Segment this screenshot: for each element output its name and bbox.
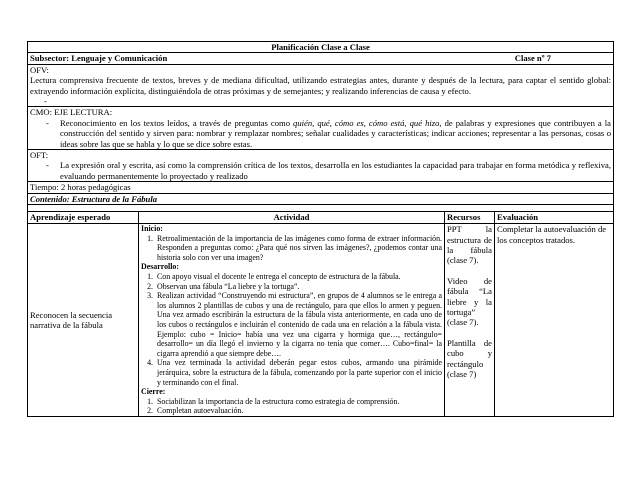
inicio-label: Inicio: xyxy=(141,224,163,234)
subsector-label: Subsector: Lenguaje y Comunicación xyxy=(30,53,168,64)
list-item: 2. Completan autoevaluación. xyxy=(155,406,442,416)
oft-label: OFT: xyxy=(30,150,49,161)
oft-text: - La expresión oral y escrita, así como la comprensión crítica de los textos, desarrolla en los estudiantes la capacidad para trabajar en forma metódica y reflexiva, evaluando permanentemente lo proyectado y realizado xyxy=(46,160,611,181)
ofv-section xyxy=(28,64,614,107)
plan-title: Planificación Clase a Clase xyxy=(28,42,614,53)
list-item: 1. Con apoyo visual el docente le entrega el concepto de estructura de la fábula. xyxy=(155,272,442,282)
list-item: 4. Una vez terminada la actividad deberán pegar estos cubos, armando una pirámide jerárquica, sobre la estructura de la fábula, comenzando por la parte superior con el inicio y terminando con el final. xyxy=(155,358,442,387)
oft-section xyxy=(28,150,614,182)
cmo-text: - Reconocimiento en los textos leídos, a través de preguntas como quién, qué, cómo es, cómo está, qué hizo, de palabras y expresiones que contribuyen a la construcción del sentido y sirven para: nombrar y remplazar nombres; señalar cualidades y características; indicar acciones; representar a las personas, cosas o ideas sobre las que se habla y lo que se dice sobre estas. xyxy=(46,117,611,149)
cmo-label: CMO: EJE LECTURA: xyxy=(30,107,113,118)
resource-item: Plantilla de cubo y rectángulo (clase 7) xyxy=(447,337,492,379)
col-aprendizaje: Aprendizaje esperado xyxy=(28,212,139,224)
resource-item: Video de fábula “La liebre y la tortuga” (clase 7). xyxy=(447,275,492,328)
resources-cell xyxy=(445,224,495,417)
desarrollo-list xyxy=(141,272,442,387)
class-number: Clase nº 7 xyxy=(514,53,551,64)
inicio-list xyxy=(141,234,442,263)
time-row: Tiempo: 2 horas pedagógicas xyxy=(28,182,614,193)
spacer-row xyxy=(28,205,614,212)
ofv-label: OFV: xyxy=(30,64,49,75)
content-row: Contenido: Estructura de la Fábula xyxy=(28,193,614,204)
lesson-plan-document xyxy=(27,41,613,417)
col-recursos: Recursos xyxy=(445,212,495,224)
activity-cell xyxy=(139,224,445,417)
cierre-label: Cierre: xyxy=(141,387,166,397)
learning-outcome: Reconocen la secuencia narrativa de la fábula xyxy=(28,224,139,417)
list-item: 1. Sociabilizan la importancia de la estructura como estrategia de comprensión. xyxy=(155,397,442,407)
lesson-plan-table xyxy=(27,41,614,417)
cierre-list xyxy=(141,397,442,416)
column-headers xyxy=(28,212,614,224)
col-actividad: Actividad xyxy=(139,212,445,224)
desarrollo-label: Desarrollo: xyxy=(141,262,179,272)
list-item: 1. Retroalimentación de la importancia de las imágenes como forma de extraer información. Responden a preguntas como: ¿Para qué nos sirven las imágenes?, ¿podemos contar una historia solo con ver una imagen? xyxy=(155,234,442,263)
list-item: 2. Observan una fábula “La liebre y la tortuga”. xyxy=(155,282,442,292)
ofv-dash: - xyxy=(44,96,47,107)
ofv-text: Lectura comprensiva frecuente de textos, breves y de mediana dificultad, utilizando estrategias antes, durante y después de la lectura, para captar el sentido global: extrayendo información explícita, distinguiéndola de otras próximas y de semejantes; y realizando inferencias de causa y efecto. xyxy=(30,75,611,96)
subsector-row xyxy=(28,53,614,64)
lesson-row xyxy=(28,224,614,417)
evaluation-cell: Completar la autoevaluación de los conceptos tratados. xyxy=(495,224,614,417)
list-item: 3. Realizan actividad “Construyendo mi estructura”, en grupos de 4 alumnos se le entrega a los alumnos 2 plantillas de cubos y una de rectángulo, para que ellos lo armen y peguen. Una vez armado escribirán la estructura de la fábula vista anteriormente, en cada uno de los cubos o rectángulos e incluirán el contenido de cada una en relación a la fábula vista. Ejemplo: cubo = Inicio= había una vez una cigarra y hormiga que…, rectángulo= desarrollo= un día llegó el invierno y la cigarra no tenía que comer…. Cubo=final= la cigarra aprendió a que siempre debe…. xyxy=(155,291,442,358)
col-evaluacion: Evaluación xyxy=(495,212,614,224)
resource-item: PPT la estructura de la fábula (clase 7). xyxy=(447,224,492,266)
cmo-section xyxy=(28,107,614,150)
